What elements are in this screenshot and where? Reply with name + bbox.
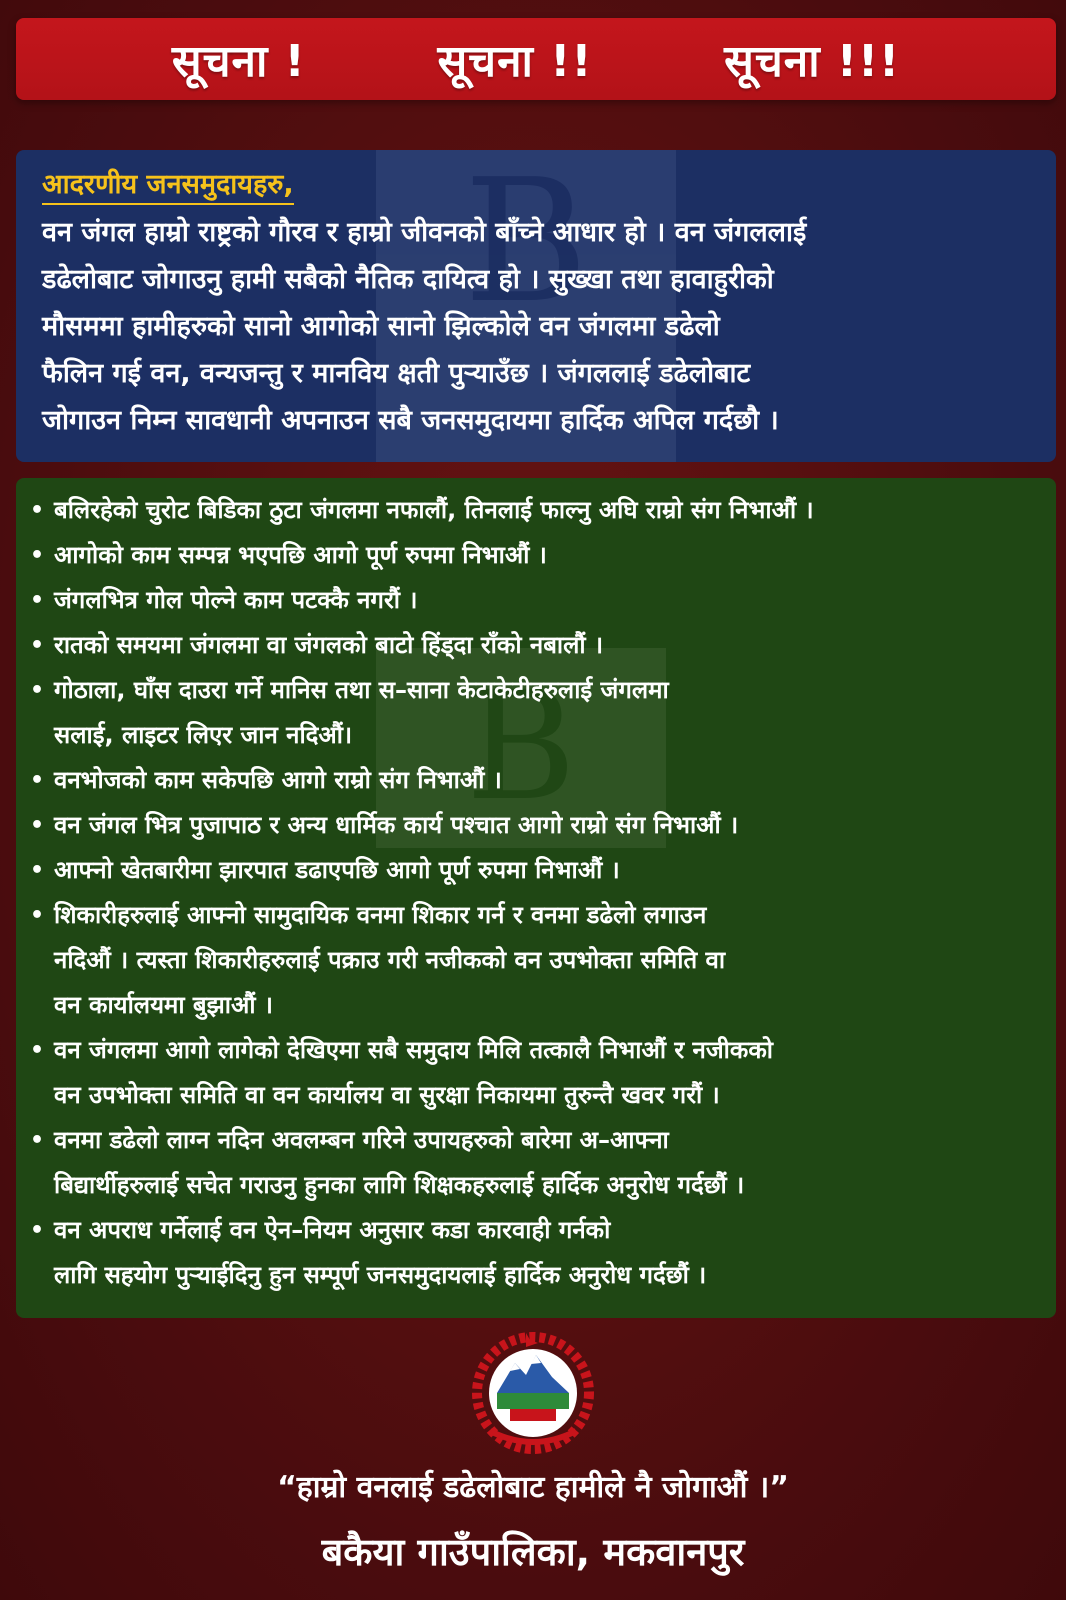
bullet-dot-icon: • <box>30 903 45 928</box>
list-item-line: वनमा डढेलो लाग्न नदिन अवलम्बन गरिने उपायहरुको बारेमा अ–आफ्ना <box>54 1126 669 1154</box>
list-item-line: शिकारीहरुलाई आफ्नो सामुदायिक वनमा शिकार गर्न र वनमा डढेलो लगाउन <box>54 901 707 929</box>
list-item <box>24 668 1038 758</box>
list-item <box>24 488 1038 533</box>
list-item-line: गोठाला, घाँस दाउरा गर्ने मानिस तथा स–साना केटाकेटीहरुलाई जंगलमा <box>54 676 669 704</box>
list-item <box>24 848 1038 893</box>
list-item-line: नदिऔं । त्यस्ता शिकारीहरुलाई पक्राउ गरी नजीकको वन उपभोक्ता समिति वा <box>54 946 726 974</box>
list-item <box>24 1118 1038 1208</box>
notice-word-1: सूचना ! <box>171 36 306 87</box>
bullet-dot-icon: • <box>30 1128 45 1153</box>
notice-word-2: सूचना !! <box>437 36 593 87</box>
intro-line: वन जंगल हाम्रो राष्ट्रको गौरव र हाम्रो जीवनको बाँच्ने आधार हो । वन जंगललाई <box>42 217 807 248</box>
list-item-line: लागि सहयोग पुऱ्याईदिनु हुन सम्पूर्ण जनसमुदायलाई हार्दिक अनुरोध गर्दछौं । <box>54 1261 707 1289</box>
list-item-line: वन अपराध गर्नेलाई वन ऐन–नियम अनुसार कडा कारवाही गर्नको <box>54 1216 611 1244</box>
intro-line: जोगाउन निम्न सावधानी अपनाउन सबै जनसमुदायमा हार्दिक अपिल गर्दछौ । <box>42 405 779 436</box>
list-item <box>24 1208 1038 1298</box>
list-item-line: जंगलभित्र गोल पोल्ने काम पटक्कै नगरौं । <box>54 586 418 614</box>
list-item <box>24 893 1038 1028</box>
slogan: “हाम्रो वनलाई डढेलोबाट हामीले नै जोगाऔं ।” <box>277 1470 789 1505</box>
municipality-name: बकैया गाउँपालिका, मकवानपुर <box>321 1530 745 1574</box>
list-item-line: आफ्नो खेतबारीमा झारपात डढाएपछि आगो पूर्ण रुपमा निभाऔं । <box>54 856 620 884</box>
list-item-line: रातको समयमा जंगलमा वा जंगलको बाटो हिंड्दा राँको नबालौं । <box>54 631 604 659</box>
list-item-line: वन कार्यालयमा बुझाऔं । <box>54 991 273 1019</box>
intro-line: फैलिन गई वन, वन्यजन्तु र मानविय क्षती पुऱ्याउँछ । जंगललाई डढेलोबाट <box>42 358 751 389</box>
list-item <box>24 533 1038 578</box>
svg-text:B: B <box>463 150 589 341</box>
list-item-line: वन उपभोक्ता समिति वा वन कार्यालय वा सुरक्षा निकायमा तुरुन्तै खवर गरौं । <box>54 1081 720 1109</box>
bullet-dot-icon: • <box>30 678 45 703</box>
list-item <box>24 623 1038 668</box>
intro-paragraph <box>42 209 1030 444</box>
notice-word-3: सूचना !!! <box>724 36 901 87</box>
bullet-dot-icon: • <box>30 768 45 793</box>
bullet-dot-icon: • <box>30 543 45 568</box>
intro-panel <box>16 150 1056 462</box>
precautions-list <box>24 488 1038 1298</box>
intro-line: मौसममा हामीहरुको सानो आगोको सानो झिल्कोले वन जंगलमा डढेलो <box>42 311 720 342</box>
bullet-dot-icon: • <box>30 588 45 613</box>
bullet-dot-icon: • <box>30 633 45 658</box>
list-item <box>24 803 1038 848</box>
nepal-emblem-icon <box>460 1331 606 1461</box>
bullet-dot-icon: • <box>30 858 45 883</box>
notice-header-bar <box>16 18 1056 100</box>
list-item-line: बिद्यार्थीहरुलाई सचेत गराउनु हुनका लागि शिक्षकहरुलाई हार्दिक अनुरोध गर्दछौं । <box>54 1171 745 1199</box>
list-item-line: सलाई, लाइटर लिएर जान नदिऔं। <box>54 721 353 749</box>
bullet-dot-icon: • <box>30 498 45 523</box>
bullet-dot-icon: • <box>30 1038 45 1063</box>
list-item-line: आगोको काम सम्पन्न भएपछि आगो पूर्ण रुपमा निभाऔं । <box>54 541 547 569</box>
list-item <box>24 758 1038 803</box>
footer <box>0 1325 1066 1600</box>
svg-text:B: B <box>465 660 577 834</box>
list-item-line: वन जंगल भित्र पुजापाठ र अन्य धार्मिक कार्य पश्चात आगो राम्रो संग निभाऔं । <box>54 811 739 839</box>
intro-line: डढेलोबाट जोगाउनु हामी सबैको नैतिक दायित्व हो । सुख्खा तथा हावाहुरीको <box>42 264 774 295</box>
list-item <box>24 578 1038 623</box>
bullet-dot-icon: • <box>30 1218 45 1243</box>
list-item-line: वन जंगलमा आगो लागेको देखिएमा सबै समुदाय मिलि तत्कालै निभाऔं र नजीकको <box>54 1036 773 1064</box>
list-item-line: वनभोजको काम सकेपछि आगो राम्रो संग निभाऔं । <box>54 766 502 794</box>
list-item <box>24 1028 1038 1118</box>
precautions-panel <box>16 478 1056 1318</box>
bullet-dot-icon: • <box>30 813 45 838</box>
list-item-line: बलिरहेको चुरोट बिडिका ठुटा जंगलमा नफालौं, तिनलाई फाल्नु अघि राम्रो संग निभाऔं । <box>54 496 814 524</box>
intro-heading: आदरणीय जनसमुदायहरु, <box>42 164 294 205</box>
